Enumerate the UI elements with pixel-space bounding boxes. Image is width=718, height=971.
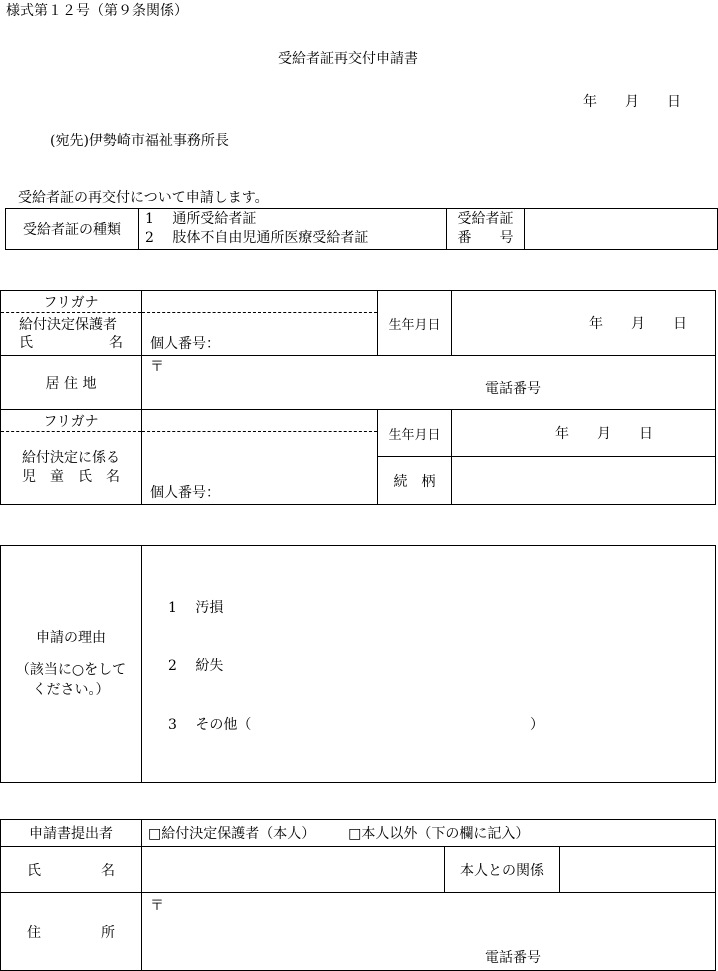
date-line: 年 月 日	[583, 94, 681, 110]
reason-option-2[interactable]: 2 紛失	[168, 658, 224, 674]
child-birth-value[interactable]: 年 月 日	[452, 410, 716, 457]
child-birth-label: 生年月日	[378, 410, 452, 457]
cert-option-2[interactable]: 2 肢体不自由児通所医療受給者証	[145, 230, 369, 246]
residence-field[interactable]	[142, 356, 716, 410]
address-label-sho: 所	[101, 924, 115, 941]
reason-label-line1: 申請の理由	[36, 630, 106, 646]
residence-postal-mark: 〒	[150, 359, 164, 375]
guardian-label-shi: 氏	[19, 335, 33, 351]
residence-label: 居 住 地	[1, 356, 142, 410]
cert-option-1[interactable]: 1 通所受給者証	[145, 211, 257, 227]
guardian-label-line1: 給付決定保護者	[19, 317, 117, 333]
cert-number-label	[447, 209, 525, 250]
page-title: 受給者証再交付申請書	[278, 51, 418, 67]
reason-option-3-close: ）	[530, 717, 544, 733]
submitter-relation-field[interactable]	[560, 847, 716, 893]
submitter-address-field[interactable]	[142, 893, 716, 971]
submitter-relation-label: 本人との関係	[445, 847, 560, 893]
cert-type-label: 受給者証の種類	[6, 209, 139, 250]
reason-table	[0, 545, 716, 783]
cert-number-field[interactable]	[525, 209, 718, 250]
name-label-shi: 氏	[27, 862, 41, 879]
guardian-label-mei: 名	[109, 335, 123, 351]
intro-text: 受給者証の再交付について申請します。	[18, 190, 269, 206]
child-furigana-label: フリガナ	[1, 410, 142, 432]
cert-type-table	[5, 208, 718, 250]
checkbox-other[interactable]: □本人以外（下の欄に記入）	[348, 826, 530, 842]
cert-number-label-2: 番 号	[457, 230, 514, 246]
reason-option-1[interactable]: 1 汚損	[168, 600, 224, 616]
guardian-birth-value[interactable]: 年 月 日	[452, 291, 716, 356]
child-label-line1: 給付決定に係る	[22, 450, 120, 466]
checkbox-guardian[interactable]: □給付決定保護者（本人）	[148, 826, 316, 842]
submitter-postal-mark: 〒	[150, 898, 164, 914]
reason-options	[142, 546, 716, 783]
applicant-table	[0, 290, 716, 505]
child-name-field[interactable]	[142, 432, 378, 505]
child-furigana-field[interactable]	[142, 410, 378, 432]
cert-number-label-1: 受給者証	[457, 211, 514, 227]
submitter-name-field[interactable]	[142, 847, 445, 893]
guardian-birth-label: 生年月日	[378, 291, 452, 356]
child-relation-field[interactable]	[452, 457, 716, 505]
child-label-line2: 児 童 氏 名	[22, 469, 120, 485]
guardian-furigana-field[interactable]	[142, 291, 378, 313]
name-label-mei: 名	[101, 862, 115, 879]
reason-label-line3: ください。）	[32, 682, 110, 698]
submitter-label: 申請書提出者	[1, 820, 142, 847]
guardian-name-label	[1, 313, 142, 356]
child-relation-label: 続 柄	[378, 457, 452, 505]
child-name-label	[1, 432, 142, 505]
reason-option-3[interactable]: 3 その他（	[168, 717, 252, 733]
residence-phone-label: 電話番号	[485, 381, 541, 397]
form-id: 様式第１２号（第９条関係）	[6, 3, 188, 19]
reason-label-line2: （該当に○をして	[15, 662, 127, 678]
guardian-name-field[interactable]	[142, 313, 378, 356]
submitter-name-label	[1, 847, 142, 893]
submitter-options	[142, 820, 716, 847]
submitter-phone-label: 電話番号	[485, 950, 541, 966]
submitter-table	[0, 819, 716, 971]
submitter-address-label	[1, 893, 142, 971]
guardian-mynumber-label: 個人番号：	[150, 336, 220, 352]
child-mynumber-label: 個人番号：	[150, 485, 220, 501]
address-label-ju: 住	[27, 924, 41, 941]
reason-label	[1, 546, 142, 783]
addressee: (宛先)伊勢崎市福祉事務所長	[50, 133, 229, 149]
guardian-furigana-label: フリガナ	[1, 291, 142, 313]
cert-type-options	[139, 209, 447, 250]
